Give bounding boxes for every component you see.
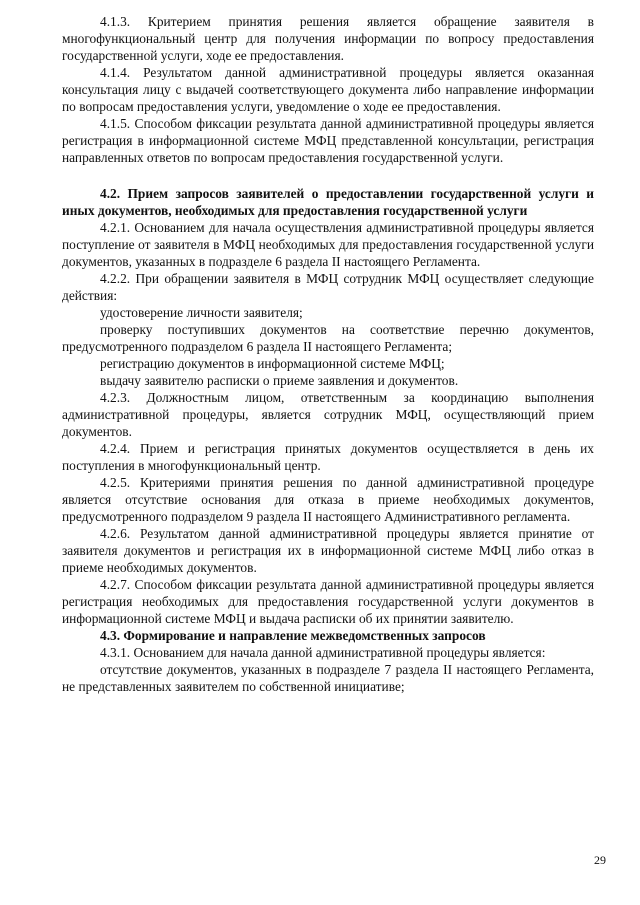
page-number: 29 [594,853,606,867]
paragraph-4-1-5: 4.1.5. Способом фиксации результата данной административной процедуры является регистрация в информационной системе МФЦ представленной консультации, регистрация направленных ответов по вопросам предоставления государственной услуги. [62,116,594,165]
paragraph-4-1-4: 4.1.4. Результатом данной административной процедуры является оказанная консультация лицу с выдачей соответствующего документа либо направление информации по вопросам предоставления услуги, уведомление о ходе ее предоставления. [62,65,594,114]
document-body [62,13,594,695]
list-item-registration: регистрацию документов в информационной системе МФЦ; [100,356,445,371]
section-gap [62,166,594,185]
paragraph-4-1-3: 4.1.3. Критерием принятия решения является обращение заявителя в многофункциональный центр для получения информации по вопросу предоставления государственной услуги, ходе ее предоставления. [62,14,594,63]
paragraph-4-2-5: 4.2.5. Критериями принятия решения по данной административной процедуре является отсутствие основания для отказа в приеме необходимых документов, предусмотренного подразделом 9 раздела II настоящего Административного регламента. [62,475,594,524]
paragraph-4-2-6: 4.2.6. Результатом данной административной процедуры является принятие от заявителя документов и регистрация их в информационной системе МФЦ либо отказ в приеме необходимых документов. [62,526,594,575]
paragraph-4-2-1: 4.2.1. Основанием для начала осуществления административной процедуры является поступление от заявителя в МФЦ необходимых для предоставления государственной услуги документов, указанных в подразделе 6 раздела II настоящего Регламента. [62,220,594,269]
paragraph-4-2-3: 4.2.3. Должностным лицом, ответственным за координацию выполнения административной процедуры, является сотрудник МФЦ, осуществляющий прием документов. [62,390,594,439]
heading-4-2: 4.2. Прием запросов заявителей о предоставлении государственной услуги и иных документов, необходимых для предоставления государственной услуги [62,186,594,218]
paragraph-4-2-4: 4.2.4. Прием и регистрация принятых документов осуществляется в день их поступления в многофункциональный центр. [62,441,594,473]
paragraph-4-2-7: 4.2.7. Способом фиксации результата данной административной процедуры является регистрация необходимых для предоставления государственной услуги документов в информационной системе МФЦ и выдача расписки об их принятии заявителю. [62,577,594,626]
paragraph-4-3-1: 4.3.1. Основанием для начала данной административной процедуры является: [100,645,546,660]
list-item-identity-check: удостоверение личности заявителя; [100,305,303,320]
list-item-receipt: выдачу заявителю расписки о приеме заявления и документов. [100,373,459,388]
list-item-missing-documents: отсутствие документов, указанных в подразделе 7 раздела II настоящего Регламента, не представленных заявителем по собственной инициативе; [62,662,594,694]
paragraph-4-2-2: 4.2.2. При обращении заявителя в МФЦ сотрудник МФЦ осуществляет следующие действия: [62,271,594,303]
list-item-document-check: проверку поступивших документов на соответствие перечню документов, предусмотренного подразделом 6 раздела II настоящего Регламента; [62,322,594,354]
heading-4-3: 4.3. Формирование и направление межведомственных запросов [100,628,486,643]
